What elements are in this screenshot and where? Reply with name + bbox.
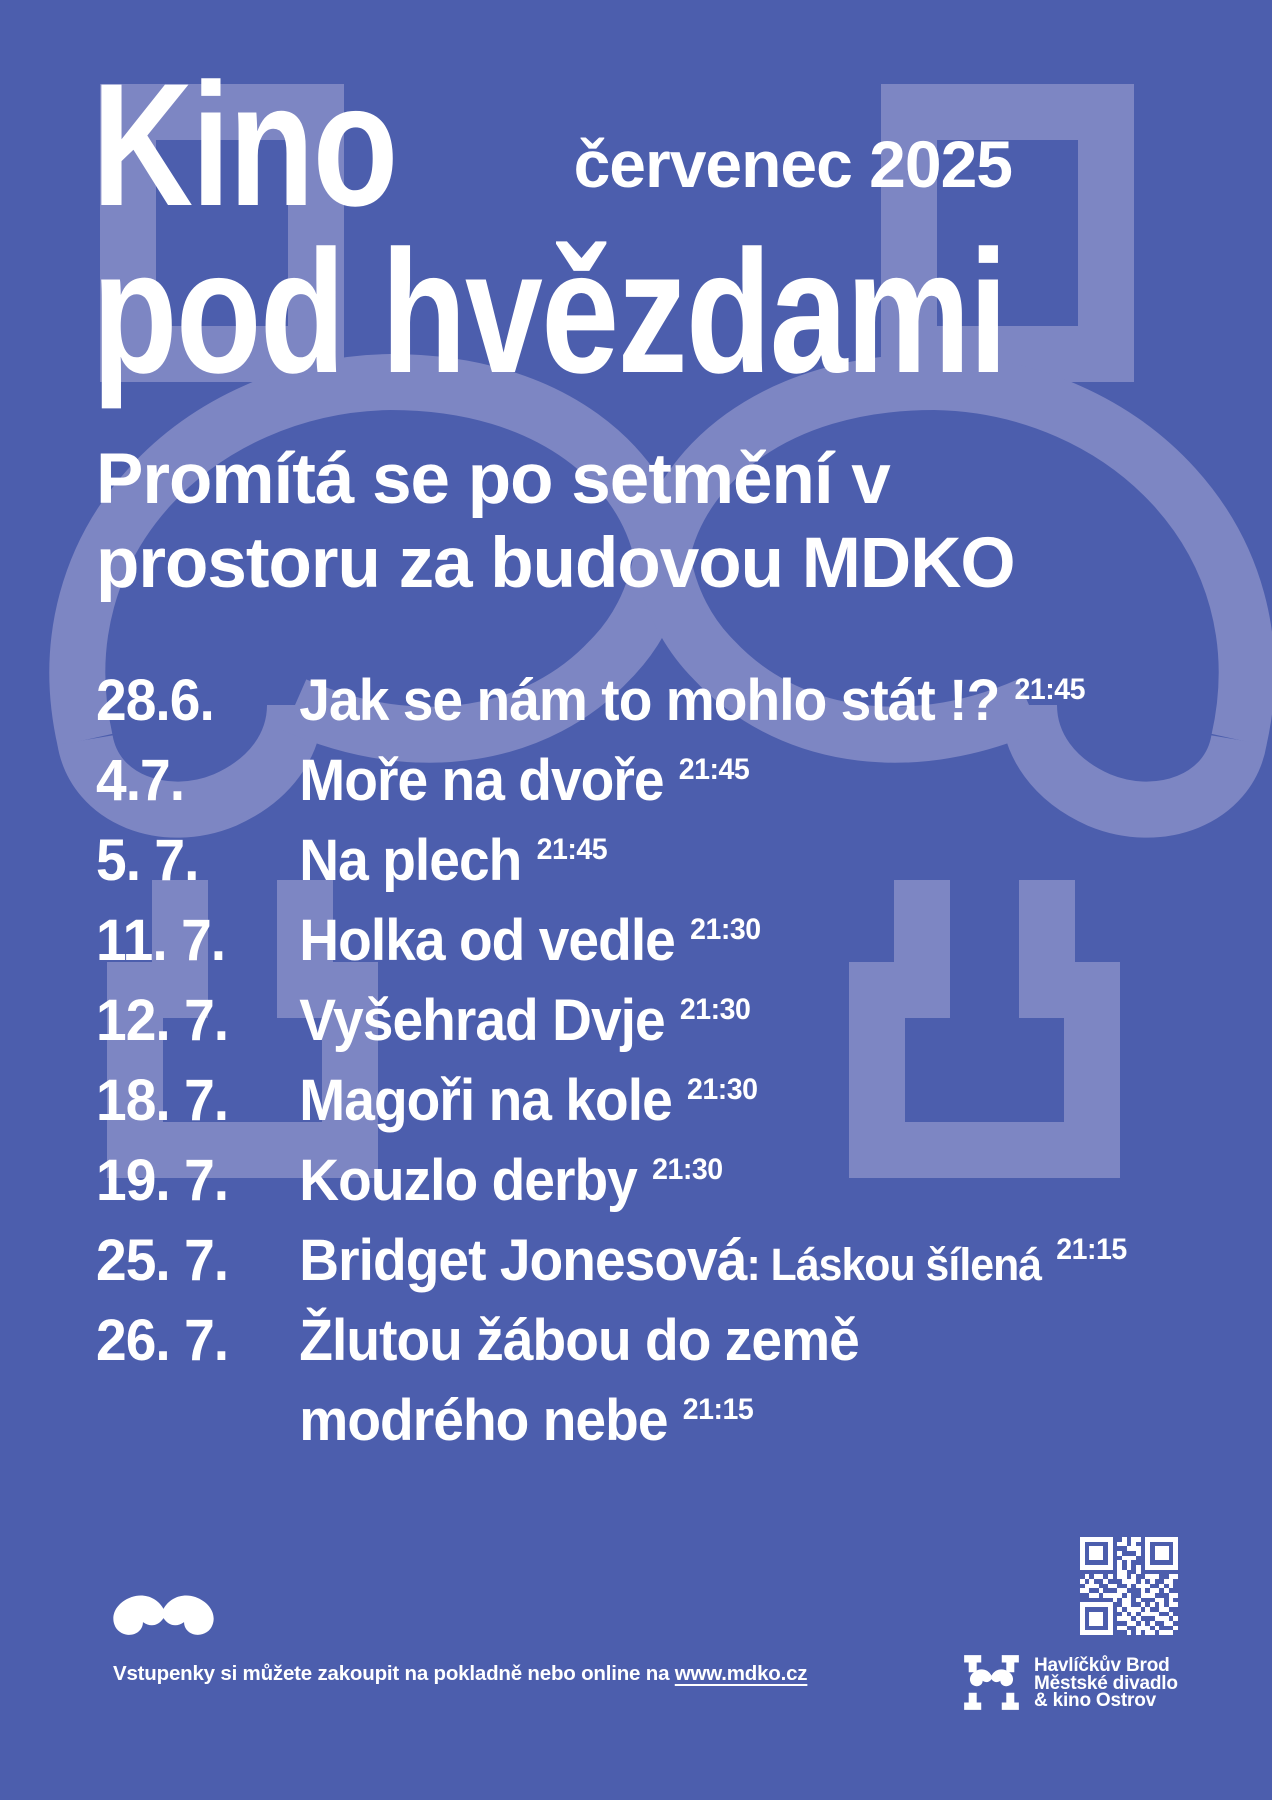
movie-title: Kouzlo derby <box>299 1148 637 1213</box>
brand-line-3: & kino Ostrov <box>1034 1690 1156 1711</box>
schedule-date: 28.6. <box>96 668 214 733</box>
brand-text <box>1034 1655 1178 1710</box>
schedule-row <box>96 821 1127 901</box>
qr-code <box>1080 1537 1178 1635</box>
movie-time: 21:15 <box>1056 1233 1127 1266</box>
movie-title: Moře na dvoře <box>299 748 664 813</box>
movie-title: Na plech <box>299 828 522 893</box>
subtitle-line-1: Promítá se po setmění v <box>96 440 890 519</box>
movie-time: 21:30 <box>679 993 751 1026</box>
schedule-row <box>96 741 1127 821</box>
mdko-link[interactable]: www.mdko.cz <box>674 1662 808 1685</box>
title-line-1: Kino <box>92 48 397 243</box>
movie-time: 21:30 <box>652 1153 723 1186</box>
movie-title: Žlutou žábou do země <box>299 1308 859 1373</box>
schedule-date: 5. 7. <box>96 828 199 893</box>
schedule-row <box>96 1301 1127 1381</box>
movie-subtitle: : Láskou šílená <box>746 1239 1042 1290</box>
theatre-logo-icon <box>963 1655 1020 1710</box>
month-label: červenec 2025 <box>573 127 1012 201</box>
ticket-info-text: Vstupenky si můžete zakoupit na pokladně nebo online na <box>113 1662 675 1685</box>
ticket-info <box>113 1662 807 1686</box>
schedule-row <box>96 661 1127 741</box>
schedule-date: 12. 7. <box>96 988 229 1053</box>
mustache-icon <box>97 1589 230 1642</box>
movie-title: Bridget Jonesová <box>299 1228 747 1293</box>
poster-title <box>92 48 1007 410</box>
movie-title: modrého nebe <box>299 1388 668 1453</box>
movie-time: 21:15 <box>682 1393 754 1426</box>
subtitle-line-2: prostoru za budovou MDKO <box>96 524 1015 603</box>
brand-logo <box>963 1655 1178 1710</box>
schedule-date: 19. 7. <box>96 1148 229 1213</box>
schedule-row <box>96 1061 1127 1141</box>
schedule-row <box>96 981 1127 1061</box>
title-line-2: pod hvězdami <box>92 215 1007 410</box>
movie-title: Magoři na kole <box>299 1068 672 1133</box>
movie-time: 21:45 <box>536 833 608 866</box>
schedule-date: 11. 7. <box>96 908 226 973</box>
schedule-date: 4.7. <box>96 748 185 813</box>
schedule-row <box>96 1221 1127 1301</box>
schedule-row <box>96 1141 1127 1221</box>
poster-subtitle <box>96 438 1015 606</box>
schedule-list <box>96 661 1127 1461</box>
brand-line-1: Havlíčkův Brod <box>1034 1655 1170 1676</box>
movie-time: 21:30 <box>690 913 761 946</box>
brand-line-2: Městské divadlo <box>1034 1672 1178 1694</box>
schedule-row <box>96 901 1127 981</box>
schedule-date: 18. 7. <box>96 1068 229 1133</box>
schedule-date: 26. 7. <box>96 1308 229 1373</box>
movie-title: Holka od vedle <box>299 908 675 973</box>
movie-time: 21:45 <box>678 753 750 786</box>
movie-title: Vyšehrad Dvje <box>299 988 665 1053</box>
schedule-row-continuation <box>96 1381 1127 1461</box>
movie-time: 21:45 <box>1014 673 1086 706</box>
movie-time: 21:30 <box>686 1073 758 1106</box>
movie-title: Jak se nám to mohlo stát !? <box>299 668 1000 733</box>
schedule-date: 25. 7. <box>96 1228 229 1293</box>
